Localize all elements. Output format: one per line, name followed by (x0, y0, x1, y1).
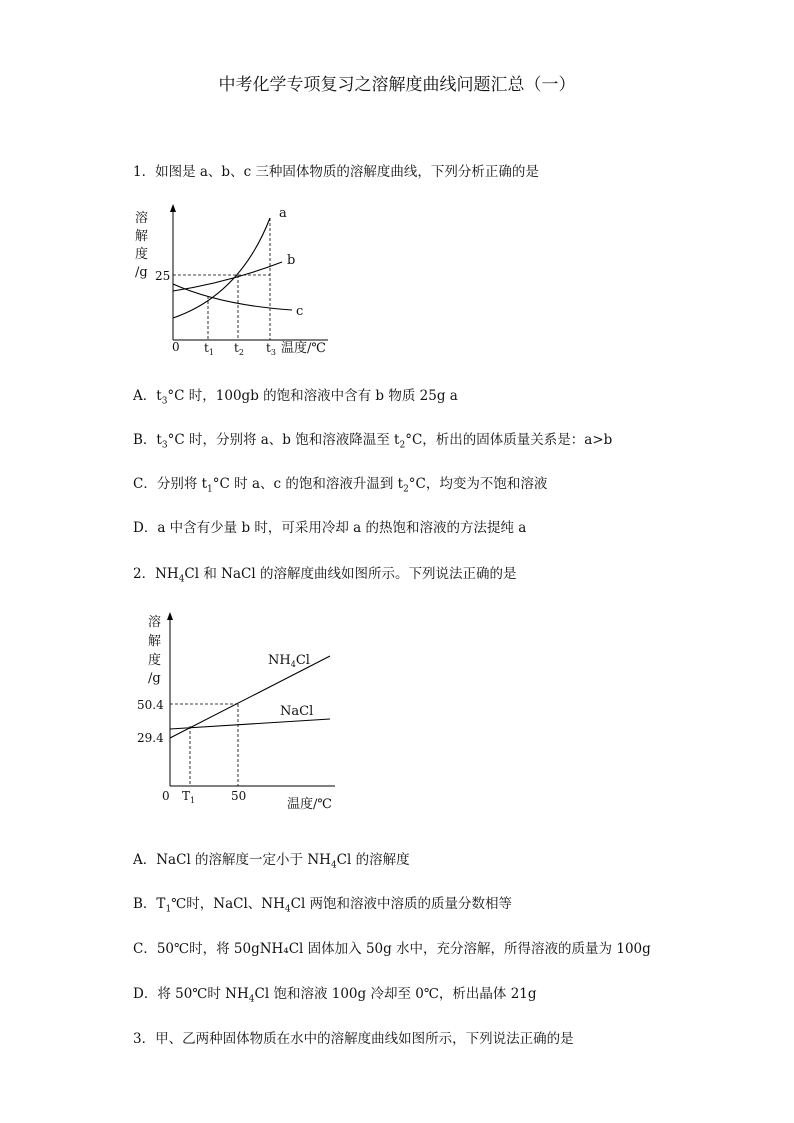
q2-option-b: B．$T_1℃$时，NaCl、$NH_4Cl$ 两饱和溶液中溶质的质量分数相等 (133, 896, 513, 915)
page-title: 中考化学专项复习之溶解度曲线问题汇总（一） (218, 75, 576, 95)
q1-option-a: A．$t_3^\circ C$ 时，100gb 的饱和溶液中含有 b 物质 25g a (133, 388, 458, 407)
q2-solubility-chart (130, 608, 340, 818)
q2-curve-nh4cl (170, 656, 330, 738)
q2-origin: 0 (162, 789, 170, 803)
q1-xtick-t2: $t_2$ (234, 341, 244, 357)
q1-origin: 0 (172, 340, 180, 354)
q1-label-c: c (296, 304, 304, 319)
q2-ylabel-2: 解 (148, 634, 162, 649)
q1-xtick-t1: $t_1$ (204, 341, 214, 357)
q2-option-c: C．50℃时，将 50gNH₄Cl 固体加入 50g 水中，充分溶解，所得溶液的质量为 100g (133, 941, 651, 957)
q3-stem: 3．甲、乙两种固体物质在水中的溶解度曲线如图所示，下列说法正确的是 (133, 1031, 574, 1047)
q2-label-nacl: NaCl (280, 704, 314, 719)
q2-stem: 2．$NH_4Cl$ 和 NaCl 的溶解度曲线如图所示。下列说法正确的是 (133, 566, 517, 585)
q2-y-axis-arrow (167, 612, 173, 620)
q1-ylabel-4: /g (135, 265, 148, 280)
q1-xtick-t3: $t_3$ (266, 341, 276, 357)
q1-ylabel-1: 溶 (135, 211, 149, 226)
q2-option-a: A．NaCl 的溶解度一定小于 $NH_4Cl$ 的溶解度 (133, 852, 410, 871)
q2-xtick-t1: $T_1$ (182, 789, 196, 805)
q1-stem: 1．如图是 a、b、c 三种固体物质的溶解度曲线，下列分析正确的是 (133, 164, 539, 180)
q1-curve-b (173, 262, 282, 291)
q1-ytick-25: 25 (155, 269, 171, 283)
q1-option-b: B．$t_3^\circ C$ 时，分别将 a、b 饱和溶液降温至 $t_2^\circ C$，析出的固体质量关系是：a>b (133, 432, 613, 451)
q2-xlabel: 温度/℃ (287, 797, 332, 812)
q2-ytick-50-4: 50.4 (137, 698, 164, 712)
q1-option-c: C．分别将 $t_1^\circ C$ 时 a、c 的饱和溶液升温到 $t_2^\circ C$，均变为不饱和溶液 (133, 476, 548, 495)
q2-ylabel-4: /g (148, 671, 161, 686)
q2-label-nh4cl: $NH_4Cl$ (268, 653, 310, 669)
q2-curve-nacl (170, 719, 330, 729)
q2-ylabel-1: 溶 (148, 615, 162, 630)
q1-xlabel: 温度/℃ (281, 341, 326, 356)
q1-solubility-chart (130, 200, 340, 370)
q1-ylabel-2: 解 (135, 229, 149, 244)
q1-y-axis-arrow (170, 204, 176, 212)
q1-curve-a (173, 218, 270, 318)
q1-option-d: D．a 中含有少量 b 时，可采用冷却 a 的热饱和溶液的方法提纯 a (133, 520, 527, 536)
q2-ylabel-3: 度 (148, 653, 162, 668)
q1-label-a: a (279, 206, 287, 221)
q2-ytick-29-4: 29.4 (137, 731, 164, 745)
q2-xtick-50: 50 (231, 789, 247, 803)
q1-ylabel-3: 度 (135, 247, 149, 262)
q2-option-d: D．将 50℃时 $NH_4Cl$ 饱和溶液 100g 冷却至 0℃，析出晶体 21g (133, 986, 537, 1005)
q1-label-b: b (287, 253, 296, 268)
